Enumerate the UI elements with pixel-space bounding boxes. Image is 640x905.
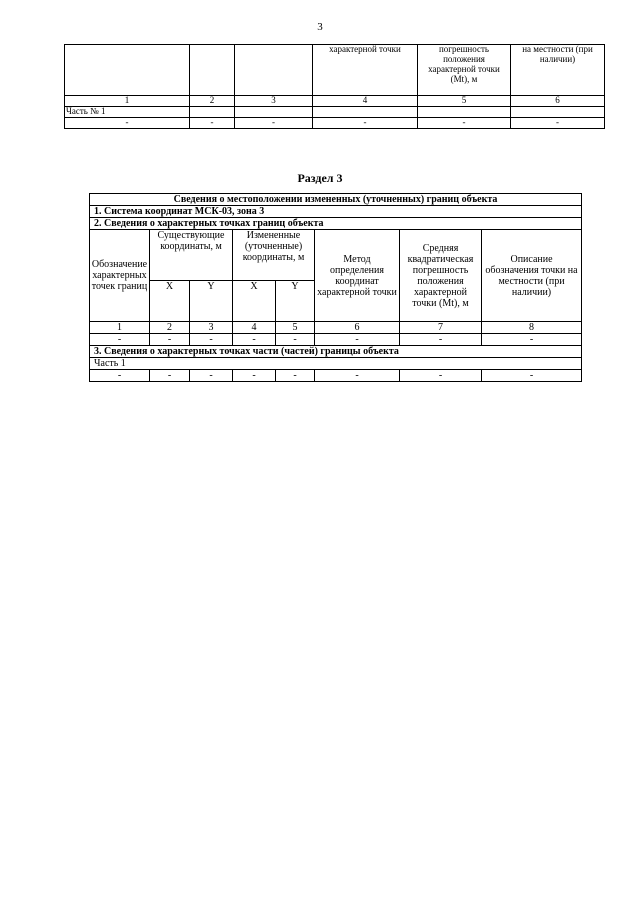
continuation-header-row	[65, 45, 605, 96]
part-label-row	[65, 107, 605, 118]
column-number: 4	[313, 96, 418, 107]
method-header: Метод определения координат характерной точки	[315, 230, 400, 322]
dash-cell: -	[276, 334, 315, 346]
dash-cell: -	[235, 118, 313, 129]
accuracy-header: Средняя квадратическая погрешность положения характерной точки (Mt), м	[400, 230, 482, 322]
header-cell	[65, 45, 190, 96]
header-cell: на местности (при наличии)	[511, 45, 605, 96]
description-header: Описание обозначения точки на местности (при наличии)	[482, 230, 582, 322]
column-number: 1	[65, 96, 190, 107]
header-row	[90, 230, 582, 281]
characteristic-points-heading: 2. Сведения о характерных точках границ объекта	[90, 218, 582, 230]
y-header: Y	[276, 281, 315, 322]
column-number-row	[90, 322, 582, 334]
coordinate-system: 1. Система координат МСК-03, зона 3	[90, 206, 582, 218]
column-number: 2	[190, 96, 235, 107]
designation-header: Обозначение характерных точек границ	[90, 230, 150, 322]
part-label: Часть 1	[90, 358, 582, 370]
changed-coords-header: Измененные (уточненные) координаты, м	[233, 230, 315, 281]
dash-cell: -	[313, 118, 418, 129]
column-number: 8	[482, 322, 582, 334]
dash-cell: -	[190, 118, 235, 129]
dash-cell: -	[150, 370, 190, 382]
section-title: Раздел 3	[297, 171, 343, 185]
section-3-table	[89, 193, 582, 382]
dash-cell: -	[233, 370, 276, 382]
column-number: 3	[235, 96, 313, 107]
column-number: 2	[150, 322, 190, 334]
header-cell: погрешность положения характерной точки (Mt), м	[418, 45, 511, 96]
column-number: 4	[233, 322, 276, 334]
part-label: Часть № 1	[65, 107, 190, 118]
dash-cell: -	[233, 334, 276, 346]
dash-cell: -	[190, 370, 233, 382]
part-points-heading: 3. Сведения о характерных точках части (частей) границы объекта	[90, 346, 582, 358]
dash-cell: -	[315, 334, 400, 346]
column-number: 1	[90, 322, 150, 334]
continuation-table	[64, 44, 605, 129]
part-dash-row	[90, 370, 582, 382]
dash-cell: -	[90, 334, 150, 346]
page-number: 3	[317, 21, 323, 33]
y-header: Y	[190, 281, 233, 322]
column-number: 5	[418, 96, 511, 107]
existing-coords-header: Существующие координаты, м	[150, 230, 233, 281]
dash-cell: -	[511, 118, 605, 129]
dash-cell: -	[276, 370, 315, 382]
header-cell: характерной точки	[313, 45, 418, 96]
column-number: 7	[400, 322, 482, 334]
x-header: X	[233, 281, 276, 322]
dash-cell: -	[65, 118, 190, 129]
column-number: 6	[511, 96, 605, 107]
dash-cell: -	[400, 334, 482, 346]
x-header: X	[150, 281, 190, 322]
dash-cell: -	[90, 370, 150, 382]
dash-cell: -	[482, 370, 582, 382]
column-number-row	[65, 96, 605, 107]
dash-cell: -	[315, 370, 400, 382]
dash-row	[65, 118, 605, 129]
dash-cell: -	[150, 334, 190, 346]
table-title: Сведения о местоположении измененных (уточненных) границ объекта	[90, 194, 582, 206]
header-cell	[190, 45, 235, 96]
dash-cell: -	[190, 334, 233, 346]
dash-row	[90, 334, 582, 346]
header-cell	[235, 45, 313, 96]
column-number: 5	[276, 322, 315, 334]
column-number: 6	[315, 322, 400, 334]
column-number: 3	[190, 322, 233, 334]
dash-cell: -	[400, 370, 482, 382]
dash-cell: -	[418, 118, 511, 129]
dash-cell: -	[482, 334, 582, 346]
